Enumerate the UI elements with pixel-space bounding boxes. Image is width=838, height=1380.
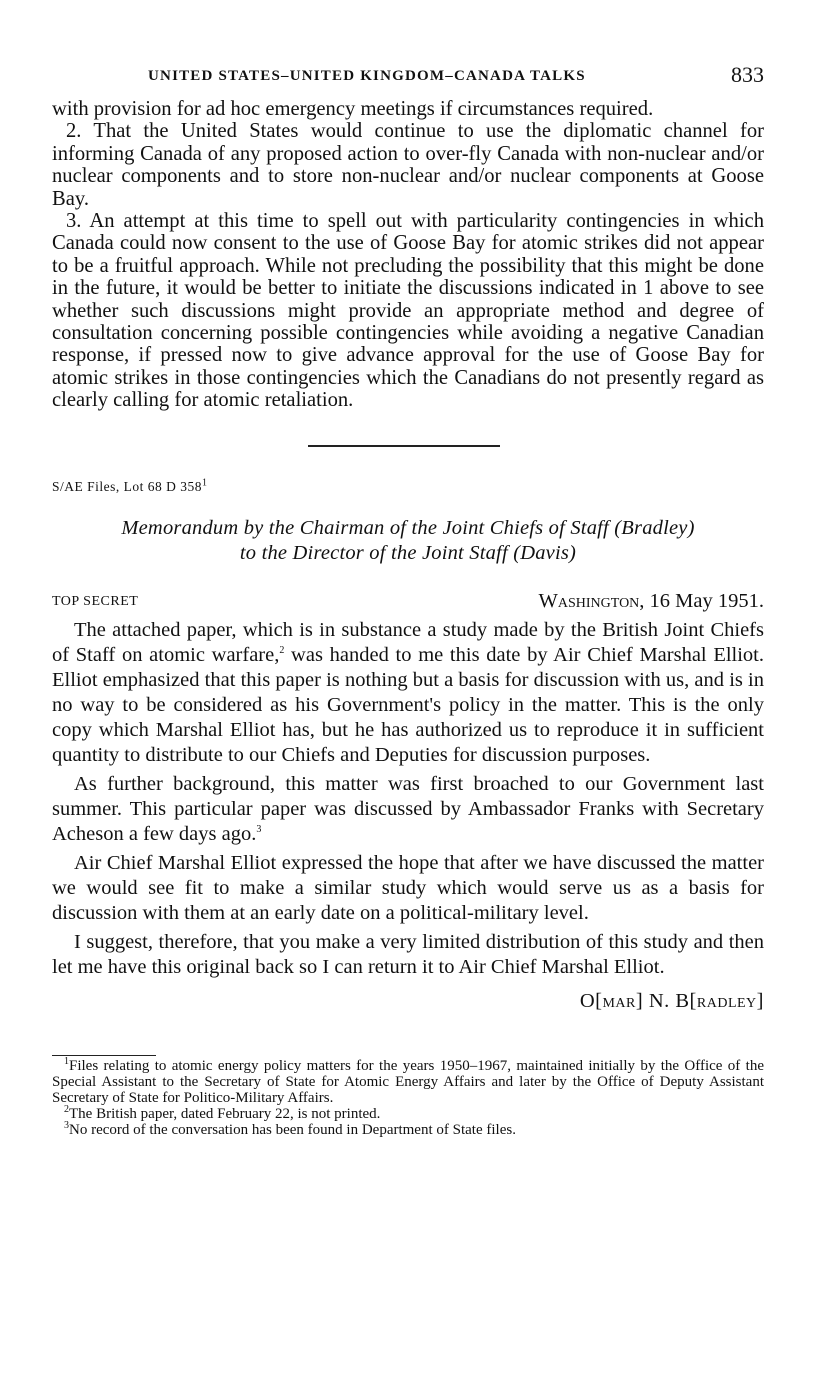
footnote-mark-1: 1 xyxy=(64,1055,69,1067)
document-page xyxy=(52,62,764,1138)
section-divider xyxy=(308,445,500,447)
memorandum-title xyxy=(52,516,764,566)
footnote-3 xyxy=(52,1119,764,1138)
sig-part-1: O[ xyxy=(579,989,603,1012)
sig-part-3: ] N. B[ xyxy=(635,989,697,1012)
footnote-1-text: Files relating to atomic energy policy matters for the years 1950–1967, maintained initially by the Office of the Special Assistant to the Secretary of State for Atomic Energy Affairs and later by the Office of Deputy Assistant Secretary of State for Politico-Military Affairs. xyxy=(52,1057,764,1106)
signature xyxy=(52,990,764,1013)
place-date xyxy=(539,590,764,613)
place: Washington xyxy=(538,589,640,612)
source-text: S/AE Files, Lot 68 D 358 xyxy=(52,478,203,494)
footnote-ref-2[interactable]: 2 xyxy=(279,644,285,656)
body-paragraph-3: Air Chief Marshal Elliot expressed the hope that after we have discussed the matter we would see fit to make a similar study which would serve us as a basis for discussion with them at an early date on a political-military level. xyxy=(52,851,764,924)
footnote-ref-3[interactable]: 3 xyxy=(256,823,262,835)
sig-part-2: mar xyxy=(602,989,636,1012)
source-citation xyxy=(52,479,764,495)
running-title: UNITED STATES–UNITED KINGDOM–CANADA TALKS xyxy=(148,68,586,84)
footnote-ref-1[interactable]: 1 xyxy=(202,477,208,489)
sig-part-5: ] xyxy=(756,989,764,1012)
sig-part-4: radley xyxy=(696,989,757,1012)
dateline xyxy=(52,590,764,618)
body-paragraph-2 xyxy=(52,772,764,847)
item-2-paragraph: 2. That the United States would continue to use the diplomatic channel for informing Canada of any proposed action to over-fly Canada with non-nuclear and/or nuclear components and to store non-nuclear and/or nuclear components at Goose Bay. xyxy=(52,120,764,210)
para2-text: As further background, this matter was first broached to our Government last summer. This particular paper was discussed by Ambassador Franks with Secretary Acheson a few days ago. xyxy=(52,772,764,845)
para1-text-a: The attached paper, which is in substance a study made by the British Joint Chiefs of Staff on atomic warfare, xyxy=(52,618,764,666)
title-line2-italic: to the Director of the Joint Staff xyxy=(239,541,508,564)
title-line2 xyxy=(52,541,764,566)
footnote-2 xyxy=(52,1103,764,1122)
footnote-mark-2: 2 xyxy=(64,1103,69,1115)
footnotes xyxy=(52,1055,764,1138)
body-paragraph-1 xyxy=(52,618,764,768)
title-line1-italic: Memorandum by the Chairman of the Joint Chiefs of Staff xyxy=(121,516,609,539)
footnote-2-text: The British paper, dated February 22, is not printed. xyxy=(69,1105,381,1122)
date: , 16 May 1951. xyxy=(639,589,764,612)
body-paragraph-4: I suggest, therefore, that you make a very limited distribution of this study and then let me have this original back so I can return it to Air Chief Marshal Elliot. xyxy=(52,930,764,978)
classification-marking: TOP SECRET xyxy=(52,593,139,609)
para1-text-b: was handed to me this date by Air Chief Marshal Elliot. Elliot emphasized that this paper is nothing but a basis for discussion with us, and is in no way to be considered as his Government's policy in the matter. This is the only copy which Marshal Elliot has, but he has authorized us to reproduce it in sufficient quantity to distribute to our Chiefs and Deputies for discussion purposes. xyxy=(52,643,764,766)
carryover-paragraph: with provision for ad hoc emergency meetings if circumstances required. xyxy=(52,98,654,120)
title-line2-name: (Davis) xyxy=(513,541,577,564)
footnote-1 xyxy=(52,1055,764,1106)
running-head xyxy=(52,62,764,98)
item-3-paragraph: 3. An attempt at this time to spell out with particularity contingencies in which Canada could now consent to the use of Goose Bay for atomic strikes did not appear to be a fruitful approach. While not precluding the possibility that this might be done in the future, it would be better to initiate the discussions indicated in 1 above to see whether such discussions might provide an appropriate method and degree of consultation concerning possible contingencies while avoiding a negative Canadian response, if pressed now to give advance approval for the use of Goose Bay for atomic strikes in those contingencies which the Canadians do not presently regard as clearly calling for atomic retaliation. xyxy=(52,210,764,412)
footnote-3-text: No record of the conversation has been found in Department of State files. xyxy=(69,1121,516,1138)
footnote-mark-3: 3 xyxy=(64,1119,69,1131)
page-number: 833 xyxy=(731,62,764,87)
title-line1-name: (Bradley) xyxy=(614,516,695,539)
